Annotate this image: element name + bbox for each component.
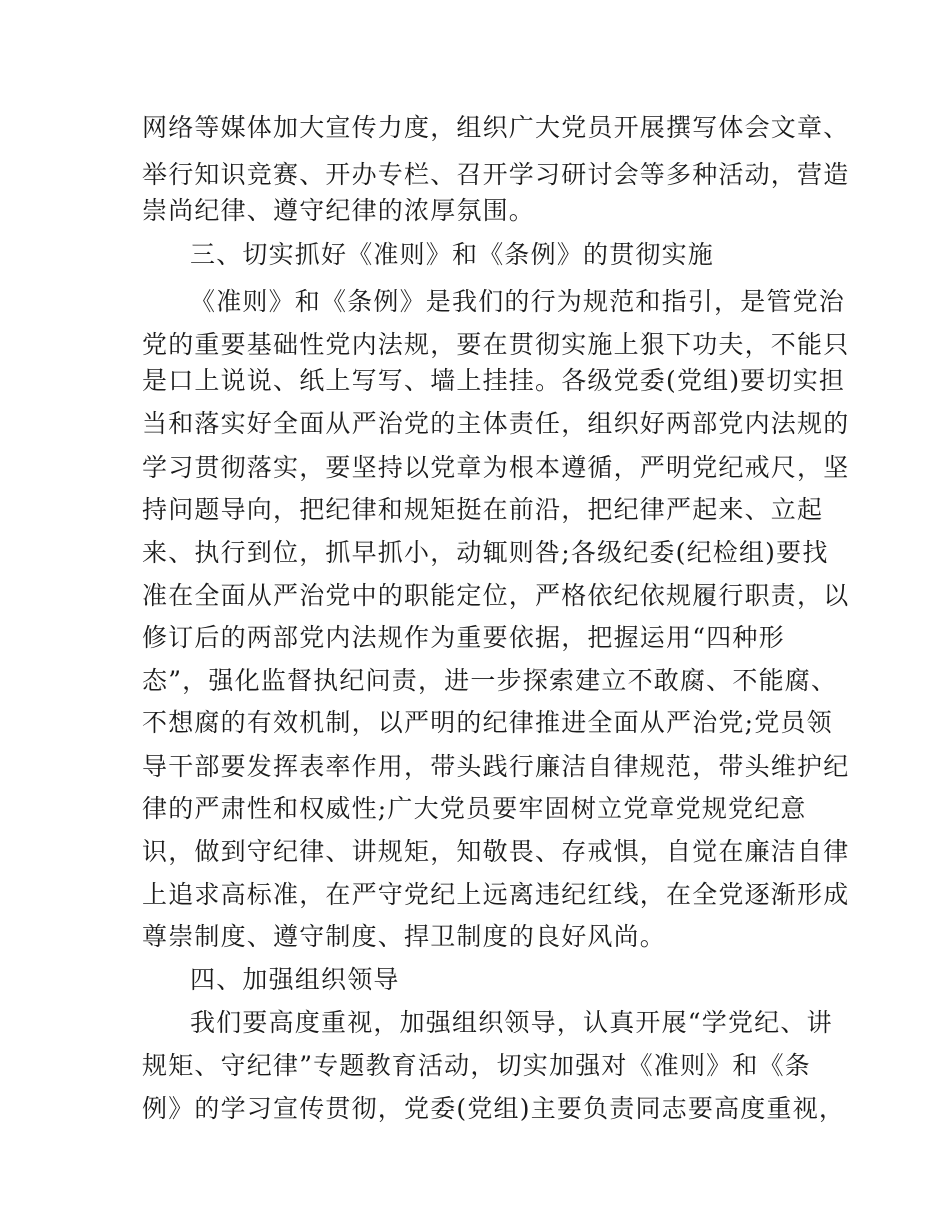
body-text-line: 举行知识竞赛、开办专栏、召开学习研讨会等多种活动，营造: [142, 160, 850, 189]
body-text-line: 网络等媒体加大宣传力度，组织广大党员开展撰写体会文章、: [142, 113, 850, 142]
body-text-line: 上追求高标准，在严守党纪上远离违纪红线，在全党逐渐形成: [142, 880, 850, 909]
body-text-line: 不想腐的有效机制，以严明的纪律推进全面从严治党;党员领: [142, 708, 833, 737]
body-text-line: 崇尚纪律、遵守纪律的浓厚氛围。: [142, 196, 536, 225]
body-text-line: 尊崇制度、遵守制度、捍卫制度的良好风尚。: [142, 922, 667, 951]
body-text-line: 我们要高度重视，加强组织领导，认真开展“学党纪、讲: [190, 1008, 833, 1037]
body-text-line: 规矩、守纪律”专题教育活动，切实加强对《准则》和《条: [142, 1051, 811, 1080]
body-text-line: 准在全面从严治党中的职能定位，严格依纪依规履行职责，以: [142, 581, 850, 610]
body-text-line: 识，做到守纪律、讲规矩，知敬畏、存戒惧，自觉在廉洁自律: [142, 837, 850, 866]
body-text-line: 态”，强化监督执纪问责，进一步探索建立不敢腐、不能腐、: [142, 666, 838, 695]
body-text-line: 学习贯彻落实，要坚持以党章为根本遵循，严明党纪戒尺，坚: [142, 453, 850, 482]
body-text-line: 党的重要基础性党内法规，要在贯彻实施上狠下功夫，不能只: [142, 330, 850, 359]
body-text-line: 持问题导向，把纪律和规矩挺在前沿，把纪律严起来、立起: [142, 495, 824, 524]
section-heading: 三、切实抓好《准则》和《条例》的贯彻实施: [190, 240, 715, 269]
body-text-line: 例》的学习宣传贯彻，党委(党组)主要负责同志要高度重视，: [142, 1094, 846, 1123]
section-heading: 四、加强组织领导: [190, 965, 400, 994]
body-text-line: 《准则》和《条例》是我们的行为规范和指引，是管党治: [190, 287, 846, 316]
body-text-line: 修订后的两部党内法规作为重要依据，把握运用“四种形: [142, 623, 785, 652]
body-text-line: 是口上说说、纸上写写、墙上挂挂。各级党委(党组)要切实担: [142, 366, 846, 395]
body-text-line: 当和落实好全面从严治党的主体责任，组织好两部党内法规的: [142, 409, 850, 438]
body-text-line: 导干部要发挥表率作用，带头践行廉洁自律规范，带头维护纪: [142, 752, 850, 781]
body-text-line: 来、执行到位，抓早抓小，动辄则咎;各级纪委(纪检组)要找: [142, 538, 829, 567]
body-text-line: 律的严肃性和权威性;广大党员要牢固树立党章党规党纪意: [142, 794, 807, 823]
